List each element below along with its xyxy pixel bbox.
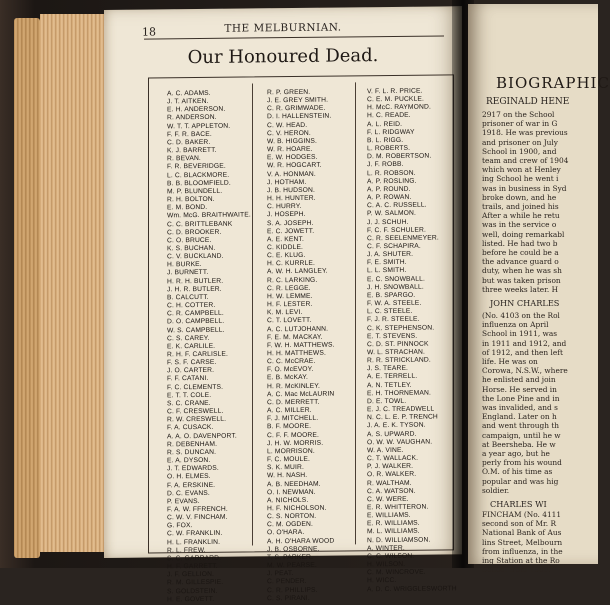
honoured-name: D. C. EVANS. [167, 489, 210, 497]
honoured-name: J. T. AITKEN. [167, 98, 209, 106]
biography-line: School in 1911, was [482, 329, 558, 339]
honoured-name: W. R. HOGCART. [267, 162, 322, 170]
biography-line: which won at Henley [482, 165, 561, 175]
biography-line: popular and was hig [482, 476, 559, 486]
honoured-name: H. H. HUNTER. [267, 194, 316, 203]
honoured-name: H. F. GARRETT. [167, 562, 218, 571]
honoured-name: C. R. PHILLIPS. [267, 586, 318, 594]
honoured-name: A. P. ROUND. [367, 185, 411, 194]
biography-line: School from 1909. [482, 565, 551, 575]
honoured-name: J. B. OSBORNE. [267, 545, 320, 554]
honoured-name: C. T. LOVETT. [267, 317, 312, 325]
honoured-name: R. BEVAN. [167, 155, 201, 163]
biography-line: in 1911 and 1912, and [482, 338, 567, 348]
honoured-name: E. C. JOWETT. [267, 227, 315, 235]
names-column-3 [367, 87, 457, 594]
honoured-name: S. A. JOSEPH. [267, 219, 314, 227]
honoured-name: G. FOX. [167, 522, 193, 530]
honoured-name: E. H. THORNEMAN. [367, 389, 431, 398]
names-column-1 [167, 89, 251, 604]
column-divider [252, 83, 253, 545]
honoured-name: A. L. REID. [367, 120, 403, 128]
honoured-name: V. A. HONMAN. [267, 170, 316, 178]
honoured-name: R. C. LARKING. [267, 276, 318, 284]
honoured-name: C. S. CAREY. [167, 334, 210, 343]
page-number: 18 [142, 25, 156, 39]
honoured-name: D. O. CAMPBELL. [167, 318, 225, 326]
honoured-name: F. L. RIDGWAY [367, 128, 415, 137]
honoured-name: C. C. McCRAE. [267, 357, 316, 366]
left-page [104, 6, 462, 604]
honoured-name: C. C. WILSON. [367, 552, 415, 561]
biography-line: ing School he went i [482, 174, 559, 184]
honoured-name: C. F. SCHAPIRA. [367, 242, 421, 251]
honoured-name: H. WILSON. [367, 560, 406, 569]
biography-line: team and crew of 1904 [482, 156, 569, 166]
honoured-name: J. BURNETT. [167, 269, 209, 277]
biography-text-2 [482, 311, 568, 495]
honoured-name: J. H. R. BUTLER. [167, 285, 222, 294]
biography-text-3 [482, 510, 563, 574]
biography-line: before he could be a [482, 248, 559, 258]
honoured-name: H. WICC. [367, 577, 397, 585]
biography-line: at Beersheba. He w [482, 439, 556, 449]
honoured-name: O. I. NEWMAN. [267, 488, 316, 496]
honoured-name: R. M. GILLESPIE. [167, 579, 224, 587]
honoured-name: L. C. BLACKMORE. [167, 171, 230, 179]
honoured-name: C. PENDER. [267, 578, 307, 586]
honoured-name: A. B. NEEDHAM. [267, 480, 321, 488]
honoured-name: R. H. BOLTON. [167, 195, 215, 204]
honoured-name: J. HOTHAM. [267, 178, 307, 187]
honoured-name: C. W. FRANKLIN. [167, 530, 223, 538]
honoured-name: E. T. STEVENS. [367, 332, 418, 340]
running-head: THE MELBURNIAN. [224, 21, 342, 35]
page-edges [40, 14, 114, 552]
honoured-name: F. O. McEVOY. [267, 366, 314, 374]
biography-line: O.M. of his time as [482, 467, 553, 477]
honoured-name: E. B. McKAY. [267, 374, 308, 382]
honoured-name: W. S. CAMPBELL. [167, 326, 225, 334]
honoured-name: H. L. FRANKLIN. [167, 538, 221, 546]
honoured-name: C. T. WALLACK. [367, 454, 419, 463]
honoured-name: R. R. STRICKLAND. [367, 356, 431, 365]
honoured-name: J. A. E. K. TYSON. [367, 422, 426, 430]
right-page-subheading: REGINALD HENE [486, 97, 570, 107]
honoured-name: C. D. ST. PINNOCK [367, 340, 429, 349]
names-column-2 [267, 89, 335, 604]
honoured-name: H. H. MATTHEWS. [267, 349, 326, 358]
biography-line: a year ago, but he [482, 449, 550, 459]
biography-line: was invalided, and s [482, 403, 558, 413]
honoured-name: C. K. STEPHENSON. [367, 324, 435, 332]
honoured-name: K. M. LEVI. [267, 309, 303, 317]
honoured-name: S. C. CRANE. [167, 399, 211, 408]
biography-line: broke down, and he [482, 192, 557, 202]
biography-line: Corowa, N.S.W., where [482, 366, 568, 376]
honoured-name: D. M. ROBERTSON. [367, 152, 432, 161]
honoured-name: E. C. SNOWBALL. [367, 275, 425, 283]
honoured-name: W. L. STRACHAN. [367, 348, 425, 357]
honoured-name: J. S. TEARE. [367, 365, 409, 373]
biography-line: 2917 on the School [482, 110, 555, 119]
honoured-name: E. T. T. COLE. [167, 391, 212, 400]
honoured-name: A. E. KENT. [267, 235, 304, 244]
honoured-name: C. F. CRESWELL. [167, 407, 224, 416]
page-title: Our Honoured Dead. [187, 45, 379, 69]
honoured-name: E. A. DYSON. [167, 456, 211, 465]
biography-line: from influenza, in the [482, 546, 563, 556]
honoured-name: E. R. WILLIAMS. [367, 519, 420, 528]
honoured-name: M. L. WILLIAMS. [367, 528, 420, 536]
column-divider [355, 82, 356, 544]
honoured-name: E. W. HODGES. [267, 154, 318, 162]
honoured-name: J. F. GELLION. [167, 571, 215, 579]
honoured-name: F. E. SMITH. [367, 259, 407, 267]
honoured-name: J. A. SHUTER. [367, 250, 414, 259]
biography-heading-2: JOHN CHARLES [490, 298, 560, 308]
honoured-name: J. H. W. MORRIS. [267, 439, 324, 448]
honoured-name: O. W. W. VAUGHAN. [367, 438, 433, 446]
honoured-name: A. P. ROSLING. [367, 177, 417, 185]
honoured-name: F. C. CLEMENTS. [167, 383, 224, 391]
honoured-name: F. W. H. MATTHEWS. [267, 341, 335, 350]
honoured-name: F. C. MOULE. [267, 455, 311, 464]
right-page [468, 4, 610, 575]
biography-line: duty, when he was sh [482, 266, 562, 276]
header-rule [144, 35, 444, 39]
honoured-name: R. WALTHAM. [367, 479, 412, 487]
honoured-name: S. GOLDSTEIN. [167, 587, 218, 595]
biography-line: second son of Mr. R [482, 519, 557, 529]
honoured-name: H. R. H. BUTLER. [167, 277, 224, 285]
honoured-name: H. McC. RAYMOND. [367, 103, 431, 112]
honoured-name: A. WINTER. [367, 544, 405, 552]
honoured-name: J. F. ROBB. [367, 161, 404, 169]
honoured-name: B. CALCUTT. [167, 293, 209, 302]
honoured-name: C. KIDDLE. [267, 243, 304, 252]
biography-line: 1918. He was previous [482, 128, 568, 138]
honoured-name: C. C. BRITTLEBANK [167, 220, 233, 228]
honoured-name: C. A. WATSON. [367, 487, 416, 495]
honoured-name: C. V. HERON. [267, 129, 311, 138]
honoured-name: C. M. WINCROVE. [367, 568, 426, 577]
honoured-name: C. A. C. RUSSELL. [367, 201, 427, 210]
honoured-name: A. A. O. DAVENPORT. [167, 432, 237, 440]
honoured-name: D. I. HALLENSTEIN. [267, 113, 332, 121]
honoured-name: C. D. BAKER. [167, 138, 211, 147]
honoured-name: A. D. C. WRIGGLESWORTH [367, 584, 457, 593]
biography-line: (No. 4103 on the Rol [482, 311, 560, 320]
biography-line: ing Station at the Ro [482, 556, 560, 566]
biography-line: After a while he retu [482, 211, 560, 221]
biography-line: the Lone Pine and in [482, 393, 560, 403]
honoured-name: A. W. H. LANGLEY. [267, 268, 328, 276]
honoured-name: C. E. M. PUCKLE. [367, 95, 425, 104]
honoured-name: Wm. McG. BRAITHWAITE. [167, 211, 251, 220]
biography-line: was in business in Syd [482, 183, 567, 193]
honoured-name: D. E. TOWL. [367, 397, 407, 406]
honoured-name: L. R. ROBSON. [367, 169, 416, 177]
honoured-name: A. C. MILLER. [267, 406, 312, 415]
honoured-name: R. DEBENHAM. [167, 440, 218, 449]
honoured-name: F. R. BEVERIDGE. [167, 163, 226, 171]
honoured-name: K. S. BUCHAN. [167, 244, 216, 253]
biography-line: soldier. [482, 485, 510, 495]
honoured-name: C. O. BRUCE. [167, 236, 212, 245]
honoured-name: F. J. R. STEELE. [367, 316, 420, 324]
honoured-name: C. W. V. FINCHAM. [167, 513, 228, 522]
biography-line: was in the service o [482, 220, 557, 230]
biography-line: trails, and joined his [482, 202, 559, 212]
honoured-name: S. C. GARRARD. [167, 554, 222, 563]
honoured-name: B. B. BLOOMFIELD. [167, 179, 231, 188]
honoured-name: R. ANDERSON. [167, 114, 217, 122]
honoured-name: H. W. LEMME. [267, 292, 313, 301]
honoured-name: E. H. ANDERSON. [167, 106, 226, 114]
honoured-name: O. O'HARA. [267, 529, 305, 537]
honour-roll-box [148, 74, 457, 604]
honoured-name: H. BURKE. [167, 261, 202, 269]
honoured-name: K. J. BARRETT. [167, 146, 217, 155]
honoured-name: H. F. NICHOLSON. [267, 504, 327, 513]
biography-line: but was taken prison [482, 275, 561, 285]
honoured-name: A. H. O'HARA WOOD [267, 537, 335, 545]
biography-line: life. He was on [482, 357, 538, 367]
honoured-name: A. C. Mac McLAURIN [267, 390, 335, 399]
honoured-name: C. D. BROOKER. [167, 228, 222, 236]
honoured-name: E. WILLIAMS. [367, 511, 411, 520]
honoured-name: L. C. STEELE. [367, 307, 413, 316]
honoured-name: A. S. UPWARD. [367, 430, 417, 438]
honoured-name: B. F. MOORE. [267, 423, 312, 431]
honoured-name: V. F. L. R. PRICE. [367, 87, 423, 96]
honoured-name: J. J. SCHUH. [367, 218, 409, 226]
biography-line: campaign, until he w [482, 430, 561, 440]
honoured-name: A. N. TETLEY. [367, 381, 412, 389]
honoured-name: B. L. RIGG. [367, 136, 404, 145]
honoured-name: J. T. EDWARDS. [167, 464, 219, 473]
honoured-name: A. P. ROWAN. [367, 193, 412, 202]
honoured-name: N. D. WILLIAMSON. [367, 536, 431, 544]
biography-line: prisoner of war in G [482, 119, 558, 129]
honoured-name: R. P. GREEN. [267, 88, 311, 97]
honoured-name: J. PEAT. [267, 570, 294, 578]
honoured-name: P. J. WALKER. [367, 462, 414, 471]
biography-line: England. Later on h [482, 412, 557, 422]
honoured-name: F. F. CATANI. [167, 375, 209, 383]
honoured-name: F. J. MITCHELL. [267, 415, 319, 423]
honoured-name: T. S. PARKER. [267, 553, 314, 562]
honoured-name: C. D. MERRETT. [267, 398, 320, 407]
honoured-name: J. H. SNOWBALL. [367, 283, 424, 291]
honoured-name: C. F. F. MOORE. [267, 431, 320, 439]
honoured-name: C. M. OGDEN. [267, 521, 314, 529]
honoured-name: C. R. GRIMWADE. [267, 104, 326, 113]
honoured-name: F. A. ERSKINE. [167, 481, 216, 489]
biography-line: influenza on April [482, 320, 549, 330]
biography-line: lins Street, Melbourn [482, 537, 563, 547]
honoured-name: W. T. T. APPLETON. [167, 122, 231, 130]
honoured-name: J. HOSEPH. [267, 211, 306, 219]
biography-line: well, doing remarkabl [482, 229, 565, 239]
honoured-name: W. B. HIGGINS. [267, 137, 318, 146]
honoured-name: E. B. SPARGO. [367, 291, 416, 300]
honoured-name: M. P. BLUNDELL. [167, 187, 223, 196]
honoured-name: L. ROBERTS. [367, 144, 411, 153]
honoured-name: H. F. LESTER. [267, 300, 313, 309]
biography-line: he enlisted and join [482, 375, 556, 385]
honoured-name: S. K. MUIR. [267, 464, 304, 472]
honoured-name: E. M. BOND. [167, 204, 208, 212]
honoured-name: P. W. SALMON. [367, 210, 417, 218]
honoured-name: H. C. READE. [367, 112, 411, 120]
honoured-name: C. E. KLUG. [267, 252, 306, 260]
honoured-name: E. R. WHITTERON. [367, 503, 429, 512]
honoured-name: C. R. CAMPBELL. [167, 309, 224, 318]
honoured-name: A. NICHOLS. [267, 496, 309, 505]
honoured-name: J. O. CARTER. [167, 367, 215, 375]
honoured-name: A. C. ADAMS. [167, 89, 211, 98]
honoured-name: L. L. SMITH. [367, 267, 407, 275]
honoured-name: E. J. C. TREADWELL [367, 405, 435, 414]
honoured-name: F. F. R. BACE. [167, 130, 212, 139]
honoured-name: C. V. BUCKLAND. [167, 252, 224, 261]
biography-line: FINCHAM (No. 4111 [482, 510, 562, 519]
biography-line: Horse. He served in [482, 384, 557, 394]
honoured-name: R. S. DUNCAN. [167, 448, 217, 457]
honoured-name: H. E. GOVETT. [167, 595, 215, 604]
honoured-name: C. W. WERE. [367, 495, 409, 504]
biography-line: the advance guard o [482, 257, 559, 267]
honoured-name: R. W. CRESWELL. [167, 415, 227, 424]
honoured-name: F. W. A. STEELE. [367, 299, 422, 308]
honoured-name: C. S. NORTON. [267, 512, 317, 521]
honoured-name: C. R. SEELENMEYER. [367, 234, 439, 243]
biography-line: three weeks later. H [482, 284, 559, 294]
honoured-name: C. S. PIRANI. [267, 594, 310, 602]
biography-line: and went through th [482, 421, 560, 431]
honoured-name: F. A. CUSACK. [167, 424, 214, 432]
honoured-name: L. MORRISON. [267, 447, 315, 456]
honoured-name: W. A. VINE. [367, 446, 404, 455]
honoured-name: C. W. HEAD. [267, 121, 308, 129]
honoured-name: F. A. W. FFRENCH. [167, 505, 228, 514]
right-page-title: BIOGRAPHIC [496, 74, 610, 92]
honoured-name: R. H. F. CARLISLE. [167, 350, 229, 359]
honoured-name: O. R. WALKER. [367, 471, 417, 479]
honoured-name: J. B. HUDSON. [267, 186, 316, 195]
biography-line: and prisoner on July [482, 137, 558, 147]
honoured-name: O. H. ELMES. [167, 473, 211, 481]
honoured-name: F. C. F. SCHULER. [367, 226, 427, 234]
biography-line: listed. He had two b [482, 238, 558, 248]
honoured-name: F. S. F. CARSE. [167, 358, 217, 367]
honoured-name: H. C. KURRLE. [267, 260, 316, 268]
honoured-name: W. R. HOARE. [267, 145, 313, 154]
honoured-name: A. C. LUTJOHANN. [267, 325, 329, 333]
honoured-name: N. C. L. E. P. TRENCH [367, 413, 438, 422]
book-edge [14, 18, 40, 558]
honoured-name: C. R. LEGGE. [267, 284, 311, 293]
honoured-name: H. R. McKINLEY. [267, 382, 321, 390]
honoured-name: W. H. NASH. [267, 472, 308, 480]
biography-heading-3: CHARLES WI [490, 499, 547, 509]
honoured-name: C. H. COTTER. [167, 301, 216, 310]
biography-line: perly from his wound [482, 458, 562, 468]
biography-line: School in 1900, and [482, 146, 557, 156]
biography-line: National Bank of Aus [482, 528, 562, 538]
honoured-name: J. E. GREY SMITH. [267, 96, 329, 105]
honoured-name: R. L. FREW. [167, 546, 206, 555]
honoured-name: E. K. CARLILE. [167, 342, 216, 351]
honoured-name: F. E. M. MACKAY. [267, 333, 323, 341]
honoured-name: A. E. TERRELL. [367, 373, 418, 381]
biography-text-1 [482, 110, 568, 294]
biography-line: of 1912, and then left [482, 347, 563, 357]
honoured-name: M. W. PEARSE. [267, 561, 317, 570]
honoured-name: P. EVANS. [167, 497, 200, 506]
honoured-name: C. HURRY. [267, 203, 302, 211]
